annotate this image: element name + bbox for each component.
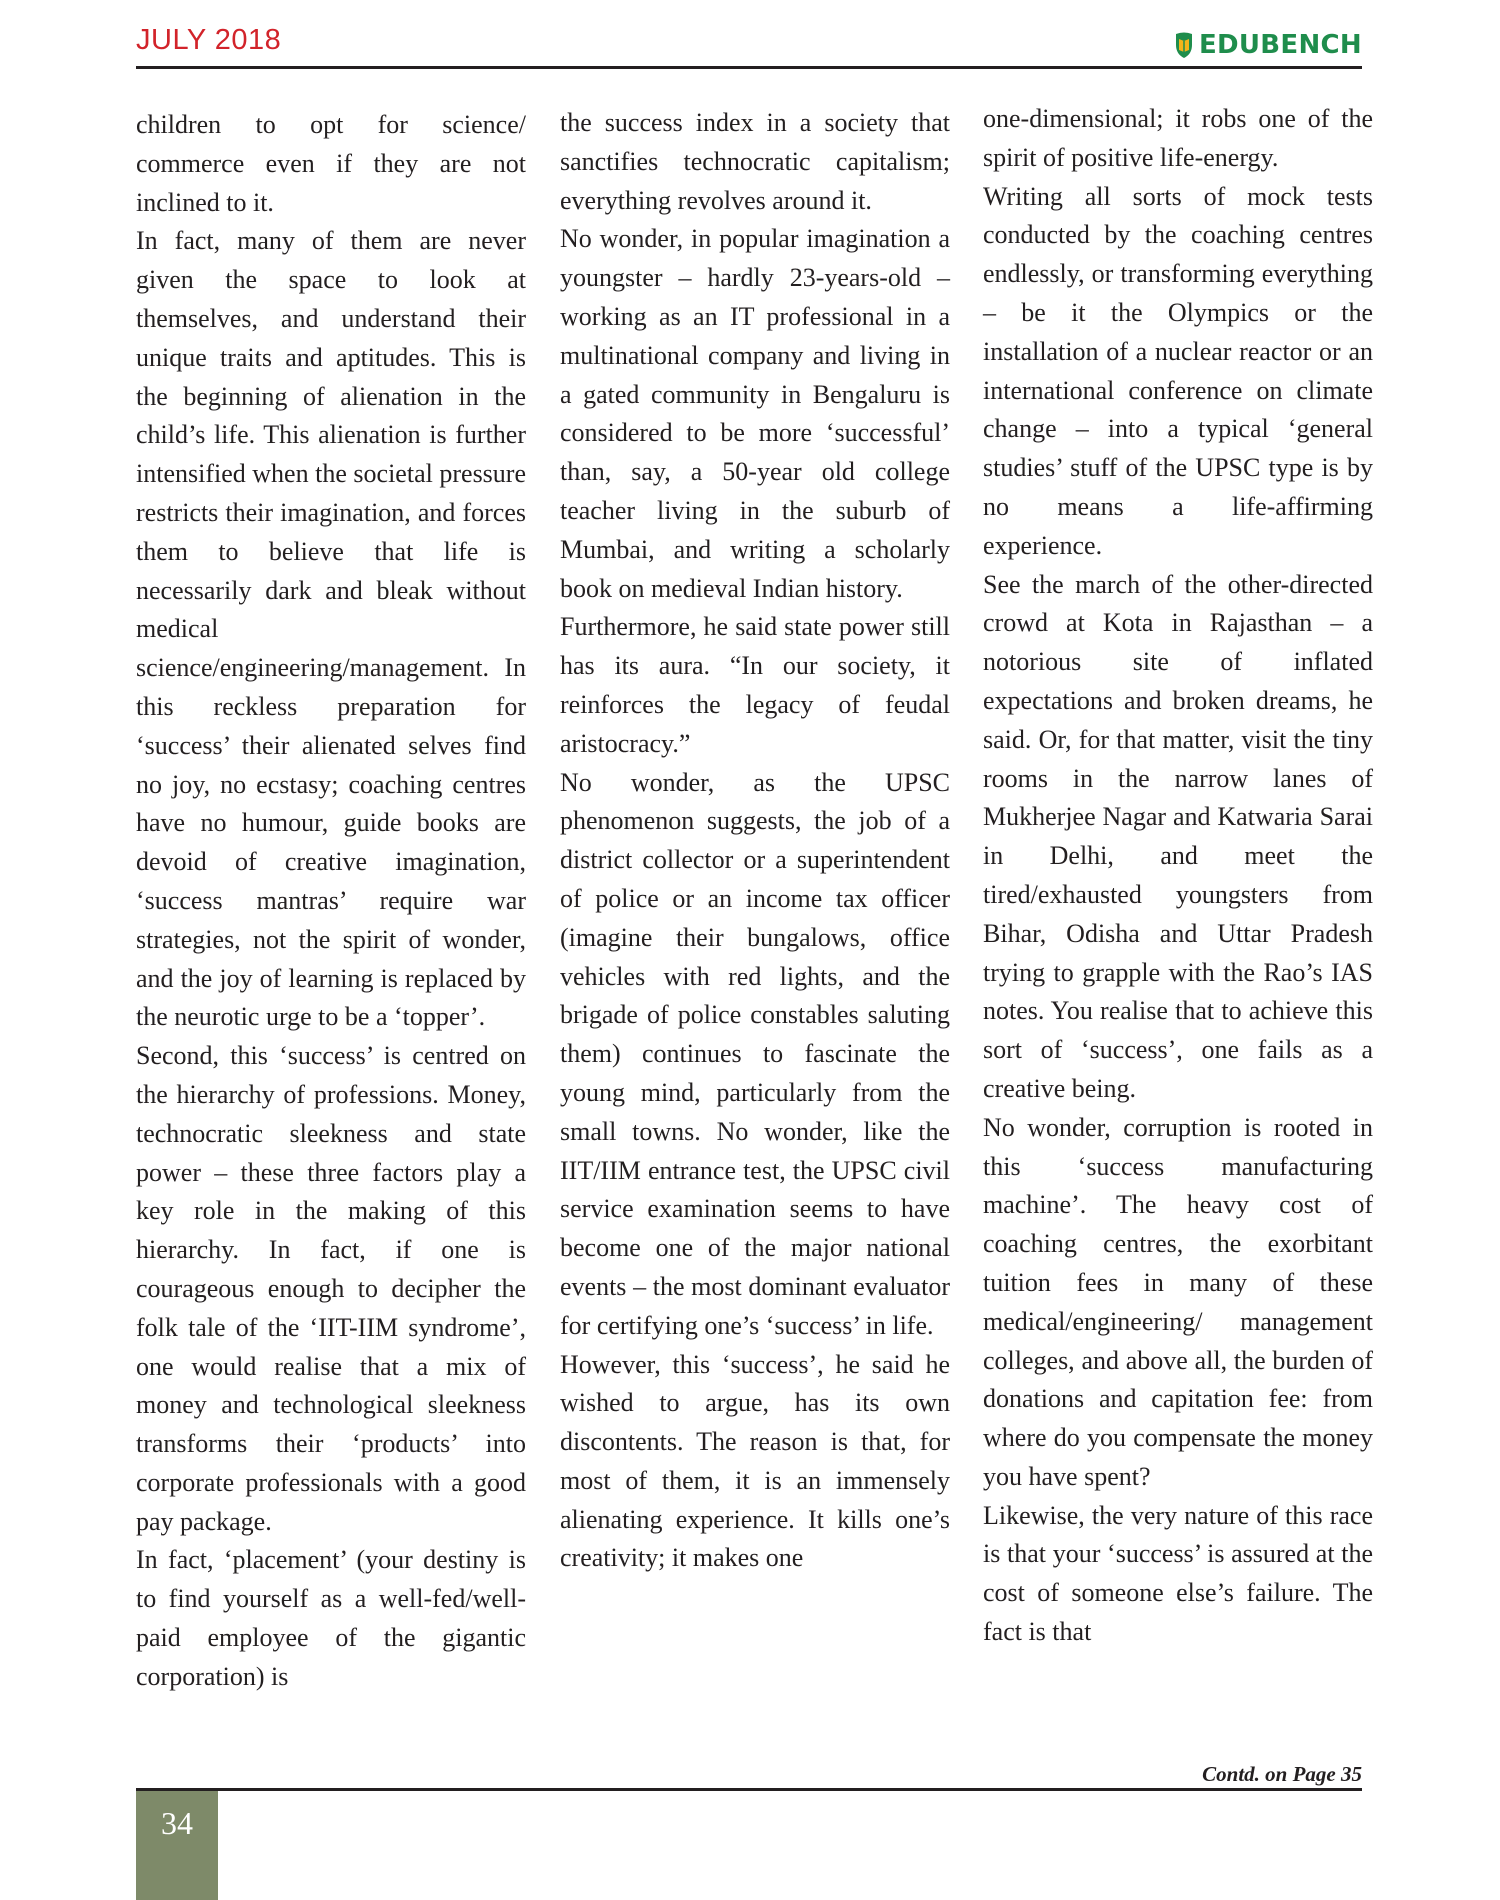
header-rule — [136, 66, 1362, 69]
paragraph: See the march of the other-directed crowd at Kota in Rajasthan – a notorious site of inflated expectations and broken dreams, he said. Or, for that matter, visit the tiny rooms in the narrow lanes of Mukherjee Nagar and Katwaria Sarai in Delhi, and meet the tired/exhausted youngsters from Bihar, Odisha and Uttar Pradesh trying to grapple with the Rao’s IAS notes. You realise that to achieve this sort of ‘success’, one fails as a creative being. — [983, 569, 1373, 1103]
paragraph: Second, this ‘success’ is centred on the hierarchy of professions. Money, technocratic sleekness and state power – these three factors play a key role in the making of this hierarchy. In fact, if one is courageous enough to decipher the folk tale of the ‘IIT-IIM syndrome’, one would realise that a mix of money and technological sleekness transforms their ‘products’ into corporate professionals with a good pay package. — [136, 1041, 526, 1536]
text-column-2 — [560, 104, 950, 1578]
paragraph: In fact, ‘placement’ (your destiny is to find yourself as a well-fed/well-paid employee of the gigantic corporation) is — [136, 1545, 526, 1691]
paragraph: one-dimensional; it robs one of the spirit of positive life-energy. — [983, 104, 1373, 172]
page-number: 34 — [161, 1805, 193, 1841]
page-header — [0, 0, 1500, 72]
paragraph: children to opt for science/ commerce even if they are not inclined to it. — [136, 110, 526, 217]
page-number-tab — [136, 1791, 218, 1900]
paragraph: In fact, many of them are never given the space to look at themselves, and understand their unique traits and aptitudes. This is the beginning of alienation in the child’s life. This alienation is further intensified when the societal pressure restricts their imagination, and forces them to believe that life is necessarily dark and bleak without medical science/engineering/management. In this reckless preparation for ‘success’ their alienated selves find no joy, no ecstasy; coaching centres have no humour, guide books are devoid of creative imagination, ‘success mantras’ require war strategies, not the spirit of wonder, and the joy of learning is replaced by the neurotic urge to be a ‘topper’. — [136, 226, 526, 1032]
text-column-1 — [136, 106, 526, 1697]
paragraph: the success index in a society that sanctifies technocratic capitalism; everything revolves around it. — [560, 108, 950, 215]
paragraph: However, this ‘success’, he said he wished to argue, has its own discontents. The reason is that, for most of them, it is an immensely alienating experience. It kills one’s creativity; it makes one — [560, 1349, 950, 1573]
brand-name: EDUBENCH — [1198, 30, 1362, 60]
continued-note: Contd. on Page 35 — [1202, 1762, 1362, 1786]
footer-rule — [136, 1788, 1362, 1791]
article-body — [136, 104, 1373, 1764]
paragraph: Writing all sorts of mock tests conducted by the coaching centres endlessly, or transforming everything – be it the Olympics or the installation of a nuclear reactor or an international conference on climate change – into a typical ‘general studies’ stuff of the UPSC type is by no means a life-affirming experience. — [983, 181, 1373, 560]
paragraph: Furthermore, he said state power still has its aura. “In our society, it reinforces the legacy of feudal aristocracy.” — [560, 612, 950, 758]
paragraph: No wonder, in popular imagination a youngster – hardly 23-years-old – working as an IT professional in a multinational company and living in a gated community in Bengaluru is considered to be more ‘successful’ than, say, a 50-year old college teacher living in the suburb of Mumbai, and writing a scholarly book on medieval Indian history. — [560, 224, 950, 603]
brand-logo — [1174, 30, 1362, 60]
shield-book-icon — [1174, 31, 1194, 59]
paragraph: No wonder, corruption is rooted in this ‘success manufacturing machine’. The heavy cost of coaching centres, the exorbitant tuition fees in many of these medical/engineering/ management colleges, and above all, the burden of donations and capitation fee: from where do you compensate the money you have spent? — [983, 1112, 1373, 1491]
paragraph: No wonder, as the UPSC phenomenon suggests, the job of a district collector or a superintendent of police or an income tax officer (imagine their bungalows, office vehicles with red lights, and the brigade of police constables saluting them) continues to fascinate the young mind, particularly from the small towns. No wonder, like the IIT/IIM entrance test, the UPSC civil service examination seems to have become one of the major national events – the most dominant evaluator for certifying one’s ‘success’ in life. — [560, 767, 950, 1340]
paragraph: Likewise, the very nature of this race is that your ‘success’ is assured at the cost of someone else’s failure. The fact is that — [983, 1500, 1373, 1647]
text-column-3 — [983, 100, 1373, 1652]
issue-date: JULY 2018 — [136, 24, 282, 56]
